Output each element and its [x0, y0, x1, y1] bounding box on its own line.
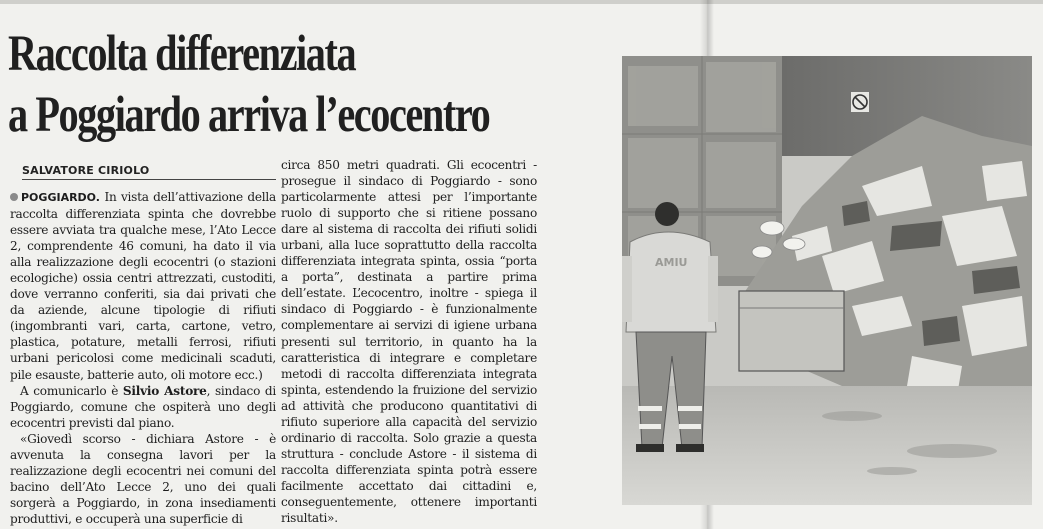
- paragraph-1: [10, 189, 276, 383]
- no-smoking-sign-icon: [851, 92, 869, 112]
- paragraph-4: circa 850 metri quadrati. Gli ecocentri - prosegue il sindaco di Poggiardo - sono particolarmente attesi per l’importante ruolo di supporto che si ritiene possano dare al sistema di raccolta dei rifiuti solidi urbani, alla luce soprattutto della raccolta differenziata integrata spinta, ossia “porta a porta”, destinata a partire prima dell’estate. L’ecocentro, inoltre - spiega il sindaco di Poggiardo - è funzionalmente complementare ai servizi di igiene urbana presenti sul territorio, in quanto ha la caratteristica di integrare e completare metodi di raccolta differenziata integrata spinta, estendendo la fruizione del servizio ad attività che producono quantitativi di rifiuto superiore alla capacità del servizio ordinario di raccolta. Solo grazie a questa struttura - conclude Astore - il sistema di raccolta differenziata spinta potrà essere facilmente accettato dai cittadini e, conseguentemente, ottenere importanti risultati».: [281, 158, 537, 526]
- author-byline: SALVATORE CIRIOLO: [22, 164, 150, 177]
- headline-line-2: a Poggiardo arriva l’ecocentro: [8, 87, 490, 143]
- dateline-bullet-icon: [10, 193, 18, 201]
- text-column-2: [281, 157, 537, 526]
- headline-line-1: Raccolta differenziata: [8, 26, 356, 82]
- paragraph-1-text: In vista dell’attivazione della raccolta differenziata spinta che dovrebbe essere avviata tra qualche mese, l’Ato Lecce 2, comprendente 46 comuni, ha dato il via alla realizzazione degli ecocentri (o stazioni ecologiche) ossia centri attrezzati, custoditi, dove verranno conferiti, sia dai privati che da aziende, alcune tipologie di rifiuti (ingombranti vari, carta, cartone, vetro, plastica, potature, metalli ferrosi, rifiuti urbani pericolosi come medicinali scaduti, pile esauste, batterie auto, oli motore ecc.): [10, 190, 276, 382]
- paragraph-2-lead: A comunicarlo è: [20, 383, 123, 398]
- byline-underline: [22, 179, 276, 180]
- cardboard-box: [739, 291, 844, 371]
- text-column-1: [10, 189, 276, 527]
- paragraph-2-text: , sindaco di Poggiardo, comune che ospiterà uno degli ecocentri previsti dal piano.: [10, 383, 277, 430]
- article-headline: [8, 24, 489, 146]
- article-photo: [622, 56, 1032, 505]
- jacket-label: AMIU: [655, 256, 688, 269]
- dateline: POGGIARDO.: [21, 191, 100, 204]
- paragraph-3: «Giovedì scorso - dichiara Astore - è avvenuta la consegna lavori per la realizzazione degli ecocentri nei comuni del bacino dell’Ato Lecce 2, uno dei quali sorgerà a Poggiardo, in zona insediamenti produttivi, e occuperà una superficie di: [10, 431, 276, 526]
- photo-recycling-center: [622, 56, 1032, 505]
- page-top-rule: [0, 0, 1043, 4]
- person-name: Silvio Astore: [122, 383, 207, 398]
- paragraph-2: [10, 383, 276, 431]
